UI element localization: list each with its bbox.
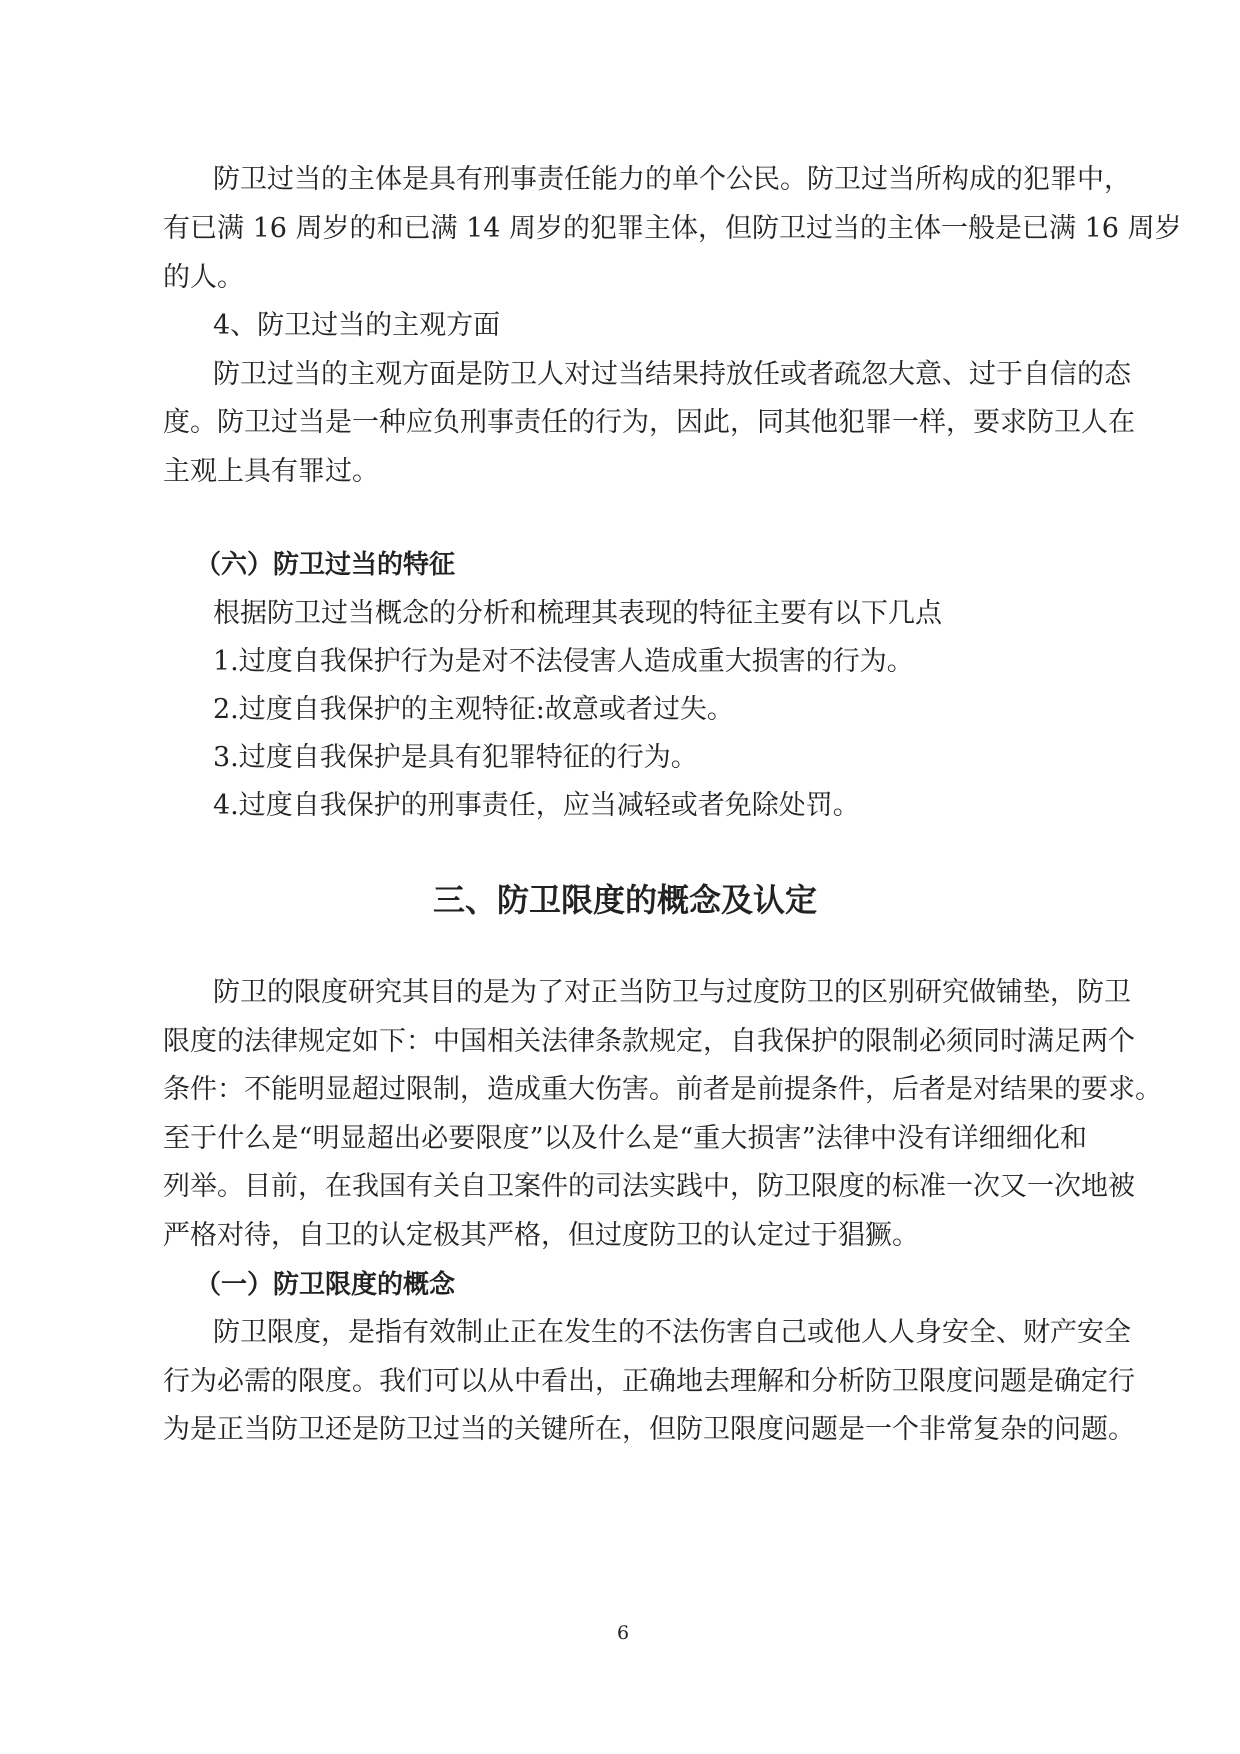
text-line: 严格对待，自卫的认定极其严格，但过度防卫的认定过于猖獗。 — [163, 1220, 919, 1251]
text-line: 防卫的限度研究其目的是为了对正当防卫与过度防卫的区别研究做铺垫，防卫 — [213, 977, 1131, 1008]
text-line: 主观上具有罪过。 — [163, 456, 379, 487]
text-line: 度。防卫过当是一种应负刑事责任的行为，因此，同其他犯罪一样，要求防卫人在 — [163, 407, 1135, 438]
item-heading: 4、防卫过当的主观方面 — [213, 310, 501, 341]
list-item: 4.过度自我保护的刑事责任，应当减轻或者免除处罚。 — [213, 790, 860, 821]
text-line: 有已满 16 周岁的和已满 14 周岁的犯罪主体，但防卫过当的主体一般是已满 16 周岁 — [163, 213, 1182, 244]
chapter-title: 三、防卫限度的概念及认定 — [432, 881, 817, 919]
section-heading: （一）防卫限度的概念 — [195, 1270, 456, 1300]
list-item: 3.过度自我保护是具有犯罪特征的行为。 — [213, 742, 698, 773]
text-line: 的人。 — [163, 262, 244, 293]
text-line: 行为必需的限度。我们可以从中看出，正确地去理解和分析防卫限度问题是确定行 — [163, 1366, 1135, 1397]
page-number: 6 — [616, 1622, 630, 1644]
list-item: 2.过度自我保护的主观特征:故意或者过失。 — [213, 694, 734, 725]
list-item: 1.过度自我保护行为是对不法侵害人造成重大损害的行为。 — [213, 646, 914, 677]
text-line: 至于什么是“明显超出必要限度”以及什么是“重大损害”法律中没有详细细化和 — [163, 1123, 1087, 1154]
text-line: 列举。目前，在我国有关自卫案件的司法实践中，防卫限度的标准一次又一次地被 — [163, 1171, 1135, 1202]
text-line: 防卫过当的主体是具有刑事责任能力的单个公民。防卫过当所构成的犯罪中， — [213, 164, 1131, 195]
text-line: 防卫过当的主观方面是防卫人对过当结果持放任或者疏忽大意、过于自信的态 — [213, 359, 1131, 390]
text-line: 限度的法律规定如下：中国相关法律条款规定，自我保护的限制必须同时满足两个 — [163, 1026, 1135, 1057]
section-intro: 根据防卫过当概念的分析和梳理其表现的特征主要有以下几点 — [213, 598, 942, 629]
text-line: 条件：不能明显超过限制，造成重大伤害。前者是前提条件，后者是对结果的要求。 — [163, 1074, 1162, 1105]
text-line: 防卫限度，是指有效制止正在发生的不法伤害自己或他人人身安全、财产安全 — [213, 1317, 1131, 1348]
text-line: 为是正当防卫还是防卫过当的关键所在，但防卫限度问题是一个非常复杂的问题。 — [163, 1414, 1135, 1445]
section-heading: （六）防卫过当的特征 — [195, 550, 456, 580]
